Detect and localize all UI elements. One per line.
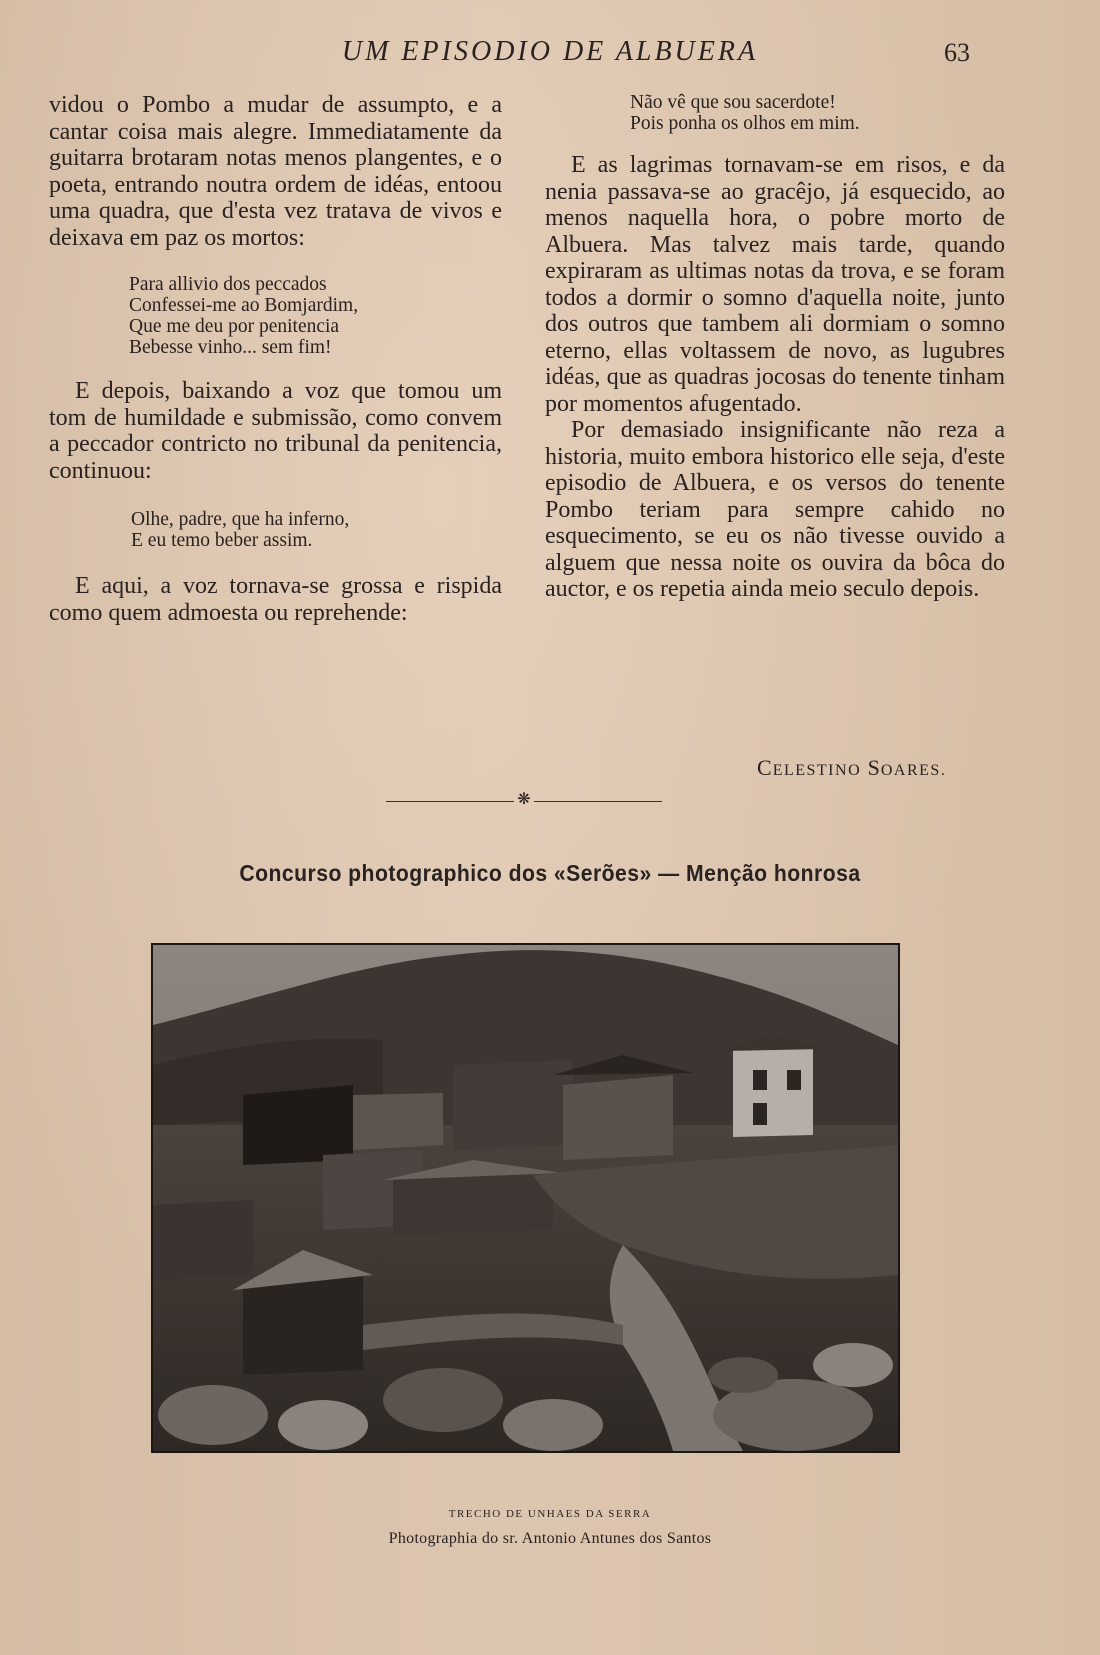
photograph-illustration bbox=[153, 945, 898, 1451]
running-title: UM EPISODIO DE ALBUERA bbox=[341, 36, 759, 67]
verse-quatrain bbox=[129, 274, 502, 358]
signature-initial: C bbox=[757, 755, 773, 780]
verse-couplet bbox=[131, 509, 502, 551]
paragraph: vidou o Pombo a mudar de assumpto, e a cantar coisa mais alegre. Immediatamente da guitarra brotaram notas menos plangentes, e o poeta, entrando noutra ordem de idéas, entoou uma quadra, que d'esta vez tratava de vivos e deixava em paz os mortos: bbox=[49, 92, 502, 251]
verse-line: Olhe, padre, que ha inferno, bbox=[131, 509, 350, 530]
verse-line: Não vê que sou sacerdote! bbox=[630, 92, 836, 113]
signature-initial: S bbox=[867, 755, 881, 780]
photo-credit: Photographia do sr. Antonio Antunes dos Santos bbox=[388, 1530, 712, 1547]
paragraph: E aqui, a voz tornava-se grossa e rispida como quem admoesta ou reprehende: bbox=[49, 573, 502, 626]
signature-text: ELESTINO bbox=[772, 762, 862, 779]
section-divider bbox=[386, 791, 662, 808]
asterism-ornament-icon: ❋ bbox=[517, 791, 531, 808]
verse-line: Confessei-me ao Bomjardim, bbox=[129, 295, 359, 316]
divider-rule bbox=[534, 801, 662, 802]
page-number: 63 bbox=[944, 38, 970, 67]
verse-line: Para allivio dos peccados bbox=[129, 274, 327, 295]
verse-line: E eu temo beber assim. bbox=[131, 530, 313, 551]
signature-text: OARES. bbox=[880, 762, 947, 779]
author-signature bbox=[757, 755, 946, 781]
left-column bbox=[49, 92, 502, 626]
verse-line: Pois ponha os olhos em mim. bbox=[630, 113, 860, 134]
verse-line: Que me deu por penitencia bbox=[129, 316, 340, 337]
right-column bbox=[545, 92, 1005, 603]
paragraph: Por demasiado insignificante não reza a historia, muito embora historico elle seja, d'este episodio de Albuera, e os versos do tenente Pombo teriam para sempre cahido no esquecimento, se eu os não tivesse ouvido a alguem que nessa noite os ouvira da bôca do auctor, e os repetia ainda meio seculo depois. bbox=[545, 417, 1005, 602]
paragraph: E depois, baixando a voz que tomou um tom de humildade e submissão, como convem a peccador contricto no tribunal da penitencia, continuou: bbox=[49, 378, 502, 484]
verse-line: Bebesse vinho... sem fim! bbox=[129, 337, 332, 358]
section-heading: Concurso photographico dos «Serões» — Menção honrosa bbox=[239, 860, 861, 886]
photo-caption: TRECHO DE UNHAES DA SERRA bbox=[448, 1508, 652, 1520]
verse-couplet bbox=[630, 92, 1005, 134]
village-photograph bbox=[151, 943, 900, 1453]
paragraph: E as lagrimas tornavam-se em risos, e da nenia passava-se ao gracêjo, já esquecido, ao menos naquella hora, o pobre morto de Albuera. Mas talvez mais tarde, quando expiraram as ultimas notas da trova, e se foram todos a dormir o somno d'aquella noite, junto dos outros que tambem ali dormiam o somno eterno, ellas voltassem de novo, as lugubres idéas, que as quadras jocosas do tenente tinham por momentos afugentado. bbox=[545, 152, 1005, 417]
divider-rule bbox=[386, 801, 514, 802]
